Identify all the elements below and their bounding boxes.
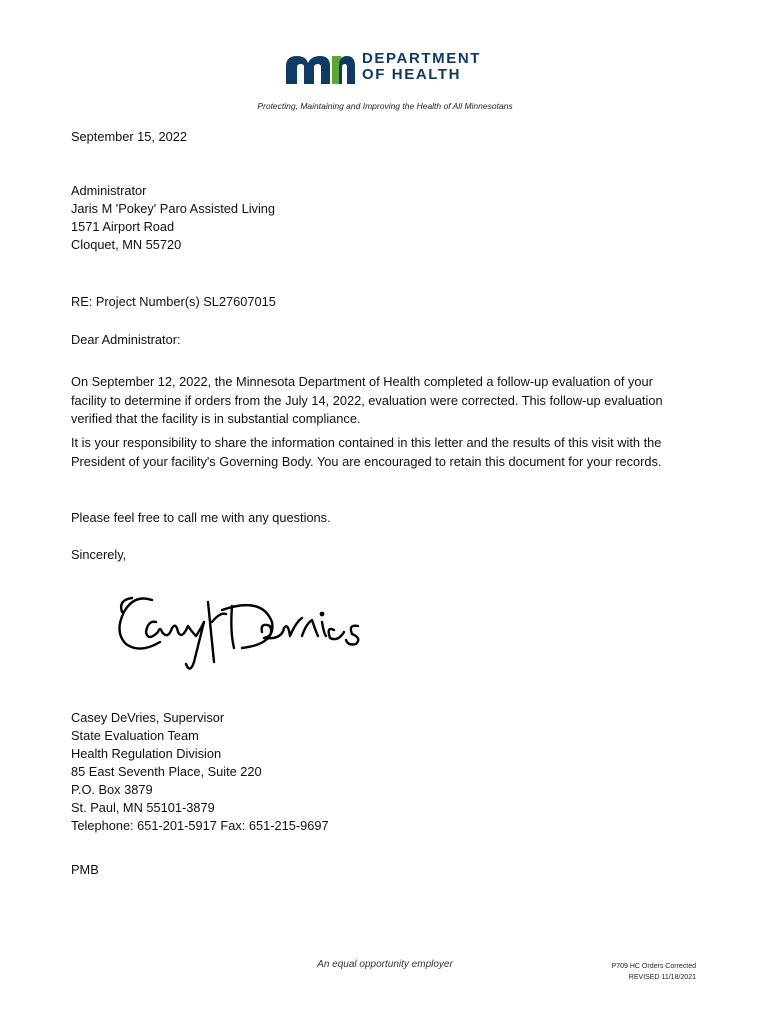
mn-logo-mark-icon bbox=[284, 52, 356, 86]
form-code: P709 HC Orders Corrected bbox=[611, 963, 696, 970]
signer-line: Health Regulation Division bbox=[71, 746, 222, 761]
recipient-line: Cloquet, MN 55720 bbox=[71, 237, 182, 252]
signature-icon bbox=[112, 592, 412, 682]
signer-line: Telephone: 651-201-5917 Fax: 651-215-9697 bbox=[71, 818, 329, 833]
signer-line: Casey DeVries, Supervisor bbox=[71, 710, 225, 725]
recipient-line: Jaris M 'Pokey' Paro Assisted Living bbox=[71, 201, 276, 216]
letter-date: September 15, 2022 bbox=[71, 129, 187, 144]
footer-eoe: An equal opportunity employer bbox=[317, 959, 453, 970]
body-paragraph: It is your responsibility to share the information contained in this letter and the results of this visit with the President of your facility's Governing Body. You are encouraged to retain this document for your records. bbox=[71, 435, 662, 469]
closing: Sincerely, bbox=[71, 547, 127, 562]
signer-line: State Evaluation Team bbox=[71, 728, 199, 743]
tagline: Protecting, Maintaining and Improving the Health of All Minnesotans bbox=[257, 101, 513, 111]
handwritten-signature bbox=[112, 592, 412, 687]
typist-initials: PMB bbox=[71, 862, 99, 877]
recipient-line: 1571 Airport Road bbox=[71, 219, 175, 234]
signer-line: P.O. Box 3879 bbox=[71, 782, 153, 797]
department-line-1: DEPARTMENT bbox=[362, 50, 482, 67]
mdh-logo bbox=[284, 52, 494, 88]
body-paragraph: Please feel free to call me with any questions. bbox=[71, 510, 331, 525]
footer-form-code bbox=[612, 961, 696, 983]
reference-line: RE: Project Number(s) SL27607015 bbox=[71, 294, 276, 309]
salutation: Dear Administrator: bbox=[71, 332, 181, 347]
department-name bbox=[362, 51, 481, 83]
recipient-block bbox=[71, 182, 275, 254]
signer-line: St. Paul, MN 55101-3879 bbox=[71, 800, 215, 815]
body-paragraph: On September 12, 2022, the Minnesota Department of Health completed a follow-up evaluation of your facility to determine if orders from the July 14, 2022, evaluation were corrected. This follow-up evaluation verified that the facility is in substantial compliance. bbox=[71, 374, 663, 426]
recipient-line: Administrator bbox=[71, 183, 147, 198]
signer-line: 85 East Seventh Place, Suite 220 bbox=[71, 764, 262, 779]
signer-block bbox=[71, 709, 329, 835]
revised-date: REVISED 11/18/2021 bbox=[628, 974, 696, 981]
department-line-2: OF HEALTH bbox=[362, 66, 462, 83]
